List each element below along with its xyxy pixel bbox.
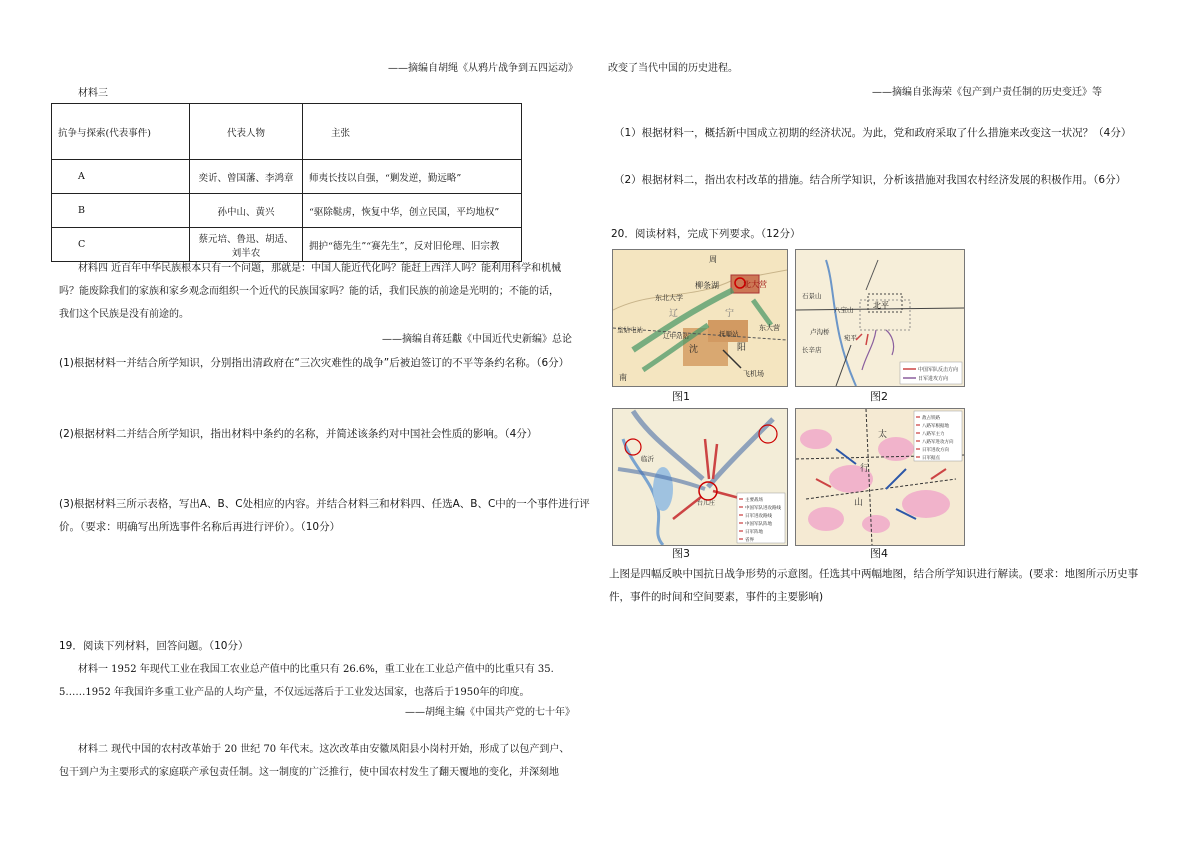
map2-label-lugou: 卢沟桥 [810, 328, 830, 336]
question-20-text-line2: 件，事件的时间和空间要素，事件的主要影响) [609, 591, 824, 603]
question-20-title: 20．阅读材料，完成下列要求。（12分） [611, 228, 801, 240]
material4-line1: 材料四 近百年中华民族根本只有一个问题，那就是：中国人能近代化吗？能赶上西洋人吗？能利用科学和机械 [78, 263, 562, 274]
table-cell: A [52, 160, 190, 194]
map4-label-hang: 行 [860, 464, 870, 474]
question-19-1: （1）根据材料一，概括新中国成立初期的经济状况。为此，党和政府采取了什么措施来改变这一状况？（4分） [614, 127, 1132, 139]
question-19-2: （2）根据材料二，指出农村改革的措施。结合所学知识，分析该措施对我国农村经济发展的积极作用。（6分） [614, 174, 1127, 186]
table-row [52, 104, 522, 160]
map-figure-4 [795, 408, 965, 546]
question-18-3-line2: 价。（要求：明确写出所选事件名称后再进行评价）。（10分） [59, 521, 341, 533]
map3-legend-1: 主要战场 [745, 498, 763, 503]
table-row [52, 160, 522, 194]
source-hushang: ——摘编自胡绳《从鸦片战争到五四运动》 [388, 63, 578, 74]
question-20-text-line1: 上图是四幅反映中国抗日战争形势的示意图。任选其中两幅地图，结合所学知识进行解读。(要求：地图所示历史事 [609, 568, 1139, 580]
table-cell: 孙中山、黄兴 [190, 194, 303, 228]
map-figure-3 [612, 408, 788, 546]
question-18-3-line1: (3)根据材料三所示表格，写出A、B、C处相应的内容。并结合材料三和材料四、任选A、B、C中的一个事件进行评 [59, 498, 590, 510]
table-row [52, 228, 522, 262]
map1-label-ning: 宁 [725, 309, 735, 319]
map4-legend-2: 八路军根据地 [922, 424, 949, 429]
continued-line: 改变了当代中国的历史进程。 [608, 63, 738, 74]
map2-legend-china: 中国军队反击方向 [918, 367, 959, 373]
map1-label-liao: 辽 [669, 309, 679, 319]
map2-legend-japan: 日军进攻方向 [918, 376, 949, 382]
map1-label-nan: 南 [619, 373, 627, 382]
map4-legend-1: 敌占铁路 [922, 416, 940, 421]
map1-label-beidaying: 北大营 [743, 280, 767, 289]
map3-legend-2: 中国军队进攻路线 [745, 506, 781, 511]
table-header-event: 抗争与探索(代表事件) [52, 104, 190, 160]
table-cell: 奕䜣、曾国藩、李鸿章 [190, 160, 303, 194]
table-cell: 师夷长技以自强，“剿发逆，勤远略” [303, 160, 522, 194]
figure-1-caption: 图1 [672, 390, 690, 403]
map1-label-huanggutun: 皇姑屯站 [617, 326, 643, 334]
m19-2-line1: 材料二 现代中国的农村改革始于 20 世纪 70 年代末。这次改革由安徽凤阳县小岗村开始，形成了以包产到户、 [78, 744, 570, 755]
material4-line2: 吗？能废除我们的家族和家乡观念而组织一个近代的民族国家吗？能的话，我们民族的前途是光明的；不能的话， [59, 286, 559, 297]
map4-legend-6: 日军据点 [922, 456, 940, 461]
table-header-person: 代表人物 [190, 104, 303, 160]
figure-3-caption: 图3 [672, 547, 690, 560]
map1-label-dongbei-univ: 东北大学 [655, 294, 683, 302]
map-figure-1 [612, 249, 788, 387]
map3-label-taierzhuang: 台儿庄 [697, 500, 716, 507]
map3-legend-6: 省界 [745, 538, 754, 543]
map1-label-liutiaohu: 柳条湖 [695, 281, 719, 290]
source-hushang-70: ——胡绳主编《中国共产党的七十年》 [405, 707, 575, 718]
table-cell: 蔡元培、鲁迅、胡适、刘半农 [190, 228, 303, 262]
map4-legend-5: 日军进攻方向 [922, 448, 949, 453]
figure-2-caption: 图2 [870, 390, 888, 403]
question-18-1: (1)根据材料一并结合所学知识，分别指出清政府在“三次灾难性的战争”后被迫签订的不平等条约名称。（6分） [59, 357, 570, 369]
question-18-2: (2)根据材料二并结合所学知识，指出材料中条约的名称，并简述该条约对中国社会性质的影响。（4分） [59, 428, 538, 440]
m19-1-line1: 材料一 1952 年现代工业在我国工农业总产值中的比重只有 26.6%，重工业在工业总产值中的比重只有 35. [78, 664, 554, 675]
material4-line3: 我们这个民族是没有前途的。 [59, 309, 189, 320]
map1-label-dongdaying: 东大营 [759, 324, 780, 332]
map2-label-beiping: 北平 [873, 301, 889, 310]
map3-legend-3: 日军进攻路线 [745, 514, 772, 519]
table-row [52, 194, 522, 228]
map1-label-yang: 阳 [737, 343, 747, 353]
table-cell: “驱除鞑虏，恢复中华，创立民国，平均地权” [303, 194, 522, 228]
map4-label-tai: 太 [878, 430, 888, 440]
map1-label-fushun: 抚顺站 [719, 330, 739, 338]
map1-label-airport: 飞机场 [743, 370, 764, 378]
map2-label-shijingshan: 石景山 [802, 292, 822, 300]
map4-legend-3: 八路军主力 [922, 432, 945, 437]
question-19-title: 19．阅读下列材料，回答问题。（10分） [59, 640, 249, 652]
source-zhang: ——摘编自张海荣《包产到户责任制的历史变迁》等 [872, 87, 1102, 98]
table-cell: 拥护“德先生”“赛先生”，反对旧伦理、旧宗教 [303, 228, 522, 262]
figure-4-caption: 图4 [870, 547, 888, 560]
map2-label-wanping: 宛平 [844, 334, 857, 342]
material3-label: 材料三 [78, 88, 108, 99]
map3-label-linyi: 临沂 [641, 455, 654, 463]
m19-2-line2: 包干到户为主要形式的家庭联产承包责任制。这一制度的广泛推行，使中国农村发生了翻天覆地的变化，并深刻地 [59, 767, 559, 778]
map1-label-zhou: 周 [709, 255, 717, 264]
source-jiang: ——摘编自蒋廷黻《中国近代史新编》总论 [382, 334, 572, 345]
m19-1-line2: 5……1952 年我国许多重工业产品的人均产量，不仅远远落后于工业发达国家，也落后于1950年的印度。 [59, 687, 530, 698]
table-cell: C [52, 228, 190, 262]
map4-legend-4: 八路军进攻方向 [922, 440, 954, 445]
map2-label-babaoshan: 八宝山 [834, 306, 854, 314]
map1-label-liaozhong: 辽中站站 [663, 332, 689, 340]
map1-label-shen: 沈 [689, 345, 699, 355]
table-header-idea: 主张 [303, 104, 522, 160]
table-cell: B [52, 194, 190, 228]
map-figure-2 [795, 249, 965, 387]
map3-legend-4: 中国军队阵地 [745, 522, 772, 527]
material3-table [51, 103, 522, 262]
map2-label-changxindian: 长辛店 [802, 346, 822, 354]
map4-label-shan: 山 [854, 498, 864, 508]
map3-legend-5: 日军阵地 [745, 530, 763, 535]
